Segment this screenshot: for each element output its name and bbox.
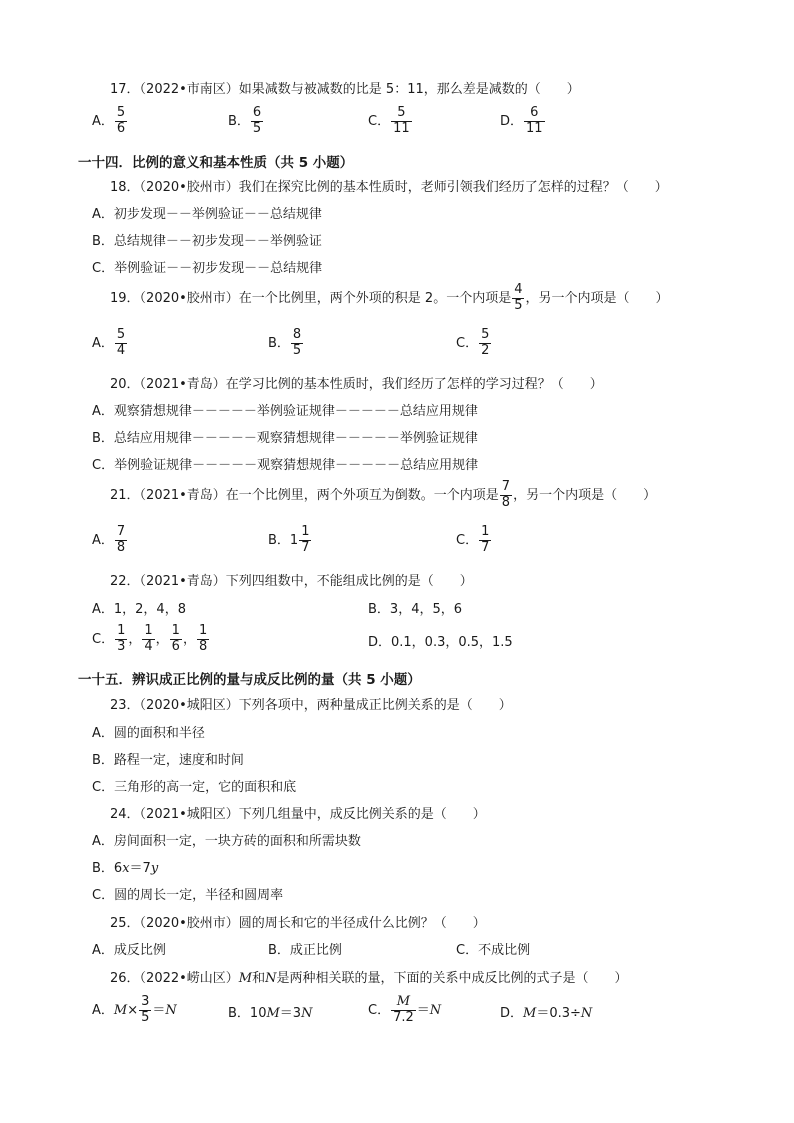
q17-option-a[interactable]: [92, 106, 128, 137]
q26-stem-and: 和: [252, 971, 266, 986]
fraction-numerator: 1: [198, 623, 208, 638]
q26-option-a-fraction: [139, 995, 151, 1026]
q21-option-b-whole: 1: [289, 532, 299, 548]
fraction-numerator: 1: [301, 524, 310, 539]
q17-option-a-label: A．: [92, 113, 114, 129]
q21-option-a-label: A．: [92, 532, 114, 548]
q22-option-b[interactable]: B．3，4，5，6: [368, 602, 463, 617]
q26-option-a[interactable]: [92, 995, 177, 1026]
fraction-denominator: 8: [501, 494, 511, 510]
question-20-stem: 20．（2021•青岛）在学习比例的基本性质时，我们经历了怎样的学习过程？（ ）: [110, 377, 603, 392]
q21-option-b-label: B．: [268, 532, 290, 548]
q17-option-d-label: D．: [500, 113, 524, 129]
q19-option-c-label: C．: [456, 335, 479, 351]
fraction-numerator: 3: [141, 994, 150, 1009]
question-22-stem: 22．（2021•青岛）下列四组数中，不能组成比例的是（ ）: [110, 574, 473, 589]
q22-option-c-label: C．: [92, 631, 115, 647]
fraction-numerator: 1: [117, 623, 126, 638]
fraction-numerator: 6: [252, 105, 262, 120]
q17-option-a-fraction: [115, 106, 127, 137]
q21-stem-text: 21．（2021•青岛）在一个比例里，两个外项互为倒数。一个内项是: [110, 487, 499, 503]
q21-option-a[interactable]: [92, 525, 128, 556]
fraction-numerator: 5: [481, 327, 490, 342]
q17-option-c[interactable]: [368, 106, 413, 137]
fraction-numerator: 4: [514, 282, 523, 297]
q18-option-c[interactable]: C．举例验证－－初步发现－－总结规律: [92, 261, 323, 276]
fraction-denominator: 7.2: [393, 1009, 414, 1025]
comma-separator: ，: [128, 631, 142, 647]
q25-option-a[interactable]: A．成反比例: [92, 943, 166, 958]
q17-option-c-fraction: [391, 106, 412, 137]
q21-stem-fraction: [500, 480, 512, 511]
equals-seven: ＝7: [129, 861, 151, 876]
q19-stem-fraction: [512, 283, 524, 314]
fraction-denominator: 8: [116, 539, 126, 555]
q26-option-b[interactable]: [228, 1002, 312, 1021]
q24-option-b-label: B．6: [92, 861, 123, 876]
q24-option-a[interactable]: A．房间面积一定，一块方砖的面积和所需块数: [92, 834, 361, 849]
q26-stem-rest: 是两种相关联的量，下面的关系中成反比例的式子是（ ）: [276, 971, 628, 986]
fraction-denominator: 5: [141, 1009, 150, 1025]
fraction-numerator: 7: [501, 479, 511, 494]
q23-option-b[interactable]: B．路程一定，速度和时间: [92, 753, 244, 768]
q19-option-c-fraction: [479, 328, 491, 359]
q21-stem-text-end: ，另一个内项是（ ）: [513, 487, 657, 503]
q17-option-c-label: C．: [368, 113, 391, 129]
q20-option-b[interactable]: B．总结应用规律－－－－－观察猜想规律－－－－－举例验证规律: [92, 431, 478, 446]
fraction-denominator: 7: [301, 539, 310, 555]
q19-option-b-fraction: [291, 328, 303, 359]
variable-y: y: [150, 861, 159, 876]
q19-option-b-label: B．: [268, 335, 290, 351]
question-23-stem: 23．（2020•城阳区）下列各项中，两种量成正比例关系的是（ ）: [110, 698, 512, 713]
q26-stem-number: 26．（2022•崂山区）: [110, 971, 239, 986]
q23-option-c[interactable]: C．三角形的高一定，它的面积和底: [92, 780, 297, 795]
q17-option-b-fraction: [251, 106, 263, 137]
times-sign: ×: [127, 1002, 139, 1018]
q19-option-b[interactable]: [268, 328, 304, 359]
q23-option-a[interactable]: A．圆的面积和半径: [92, 726, 205, 741]
q25-option-c[interactable]: C．不成比例: [456, 943, 531, 958]
variable-n: N: [301, 1006, 313, 1021]
q19-option-a-fraction: [115, 328, 127, 359]
fraction-denominator: 3: [117, 638, 126, 654]
q24-option-c[interactable]: C．圆的周长一定，半径和圆周率: [92, 888, 284, 903]
fraction-denominator: 7: [481, 539, 490, 555]
fraction-numerator: 6: [524, 106, 545, 122]
fraction-denominator: 6: [116, 120, 126, 136]
q26-option-c-label: C．: [368, 1002, 391, 1018]
q26-option-c-fraction: [391, 995, 416, 1026]
q21-option-c-fraction: [479, 525, 491, 556]
q21-option-c[interactable]: [456, 525, 492, 556]
fraction-denominator: 2: [481, 342, 490, 358]
fraction-denominator: 11: [393, 120, 410, 136]
q18-option-a[interactable]: A．初步发现－－举例验证－－总结规律: [92, 207, 322, 222]
q22-option-c-fraction-2: [142, 624, 154, 655]
q20-option-a[interactable]: A．观察猜想规律－－－－－举例验证规律－－－－－总结应用规律: [92, 404, 478, 419]
q22-option-c-fraction-1: [115, 624, 127, 655]
q22-option-d[interactable]: D．0.1，0.3，0.5，1.5: [368, 635, 513, 650]
fraction-numerator: 5: [116, 327, 126, 342]
q21-option-b-fraction: [299, 525, 311, 556]
equals-sign: ＝: [152, 1002, 166, 1018]
fraction-numerator: 1: [171, 623, 180, 638]
fraction-denominator: 8: [198, 638, 208, 654]
q22-option-c-fraction-4: [197, 624, 209, 655]
fraction-denominator: 4: [116, 342, 126, 358]
fraction-denominator: 11: [526, 120, 543, 136]
variable-n: N: [580, 1006, 593, 1021]
variable-m: M: [113, 1002, 128, 1018]
q19-stem-text: 19．（2020•胶州市）在一个比例里，两个外项的积是 2。一个内项是: [110, 290, 512, 306]
question-19-stem: [110, 283, 669, 314]
q19-option-a-label: A．: [92, 335, 114, 351]
q25-option-b[interactable]: B．成正比例: [268, 943, 342, 958]
q19-option-c[interactable]: [456, 328, 492, 359]
section-14-heading: 一十四．比例的意义和基本性质（共 5 小题）: [78, 155, 354, 171]
q19-stem-text-end: ，另一个内项是（ ）: [525, 290, 669, 306]
q26-option-b-label: B．10: [228, 1006, 267, 1021]
q26-option-a-label: A．: [92, 1002, 114, 1018]
fraction-numerator: 1: [144, 623, 153, 638]
fraction-denominator: 5: [252, 120, 262, 136]
variable-x: x: [122, 861, 130, 876]
fraction-denominator: 5: [292, 342, 302, 358]
q22-option-a[interactable]: A．1，2，4，8: [92, 602, 186, 617]
q17-option-d-fraction: [524, 106, 545, 137]
question-24-stem: 24．（2021•城阳区）下列几组量中，成反比例关系的是（ ）: [110, 807, 486, 822]
question-25-stem: 25．（2020•胶州市）圆的周长和它的半径成什么比例？（ ）: [110, 916, 486, 931]
comma-separator: ，: [155, 631, 169, 647]
variable-n: N: [429, 1002, 442, 1018]
variable-n: N: [265, 971, 277, 986]
q24-option-b[interactable]: [92, 857, 158, 876]
comma-separator: ，: [182, 631, 196, 647]
q18-option-b[interactable]: B．总结规律－－初步发现－－举例验证: [92, 234, 322, 249]
q17-option-d[interactable]: [500, 106, 546, 137]
question-17-stem: 17．（2022•市南区）如果减数与被减数的比是 5：11，那么差是减数的（ ）: [110, 82, 580, 97]
section-15-heading: 一十五．辨识成正比例的量与成反比例的量（共 5 小题）: [78, 672, 421, 688]
fraction-numerator: 5: [116, 105, 126, 120]
q20-option-c[interactable]: C．举例验证规律－－－－－观察猜想规律－－－－－总结应用规律: [92, 458, 479, 473]
variable-m: M: [238, 971, 253, 986]
q26-option-d[interactable]: [500, 1002, 592, 1021]
equals-sign: ＝: [416, 1002, 430, 1018]
q26-option-c[interactable]: [368, 995, 441, 1026]
q21-option-b[interactable]: [268, 525, 312, 556]
q21-option-a-fraction: [115, 525, 127, 556]
equals-division: ＝0.3÷: [536, 1006, 581, 1021]
question-26-stem: [110, 967, 628, 986]
q17-option-b[interactable]: [228, 106, 264, 137]
fraction-denominator: 6: [171, 638, 180, 654]
variable-n: N: [165, 1002, 177, 1018]
equals-three: ＝3: [279, 1006, 302, 1021]
fraction-denominator: 5: [514, 297, 523, 313]
fraction-numerator: 5: [391, 106, 412, 122]
fraction-denominator: 4: [144, 638, 153, 654]
variable-m: M: [523, 1006, 537, 1021]
q17-option-b-label: B．: [228, 113, 250, 129]
question-21-stem: [110, 480, 656, 511]
fraction-numerator: 1: [481, 524, 490, 539]
fraction-numerator: 8: [292, 327, 302, 342]
q22-option-c[interactable]: [92, 624, 210, 655]
variable-m: M: [266, 1006, 280, 1021]
question-18-stem: 18．（2020•胶州市）我们在探究比例的基本性质时，老师引领我们经历了怎样的过程？（ ）: [110, 180, 668, 195]
fraction-numerator: M: [391, 995, 416, 1011]
q21-option-c-label: C．: [456, 532, 479, 548]
q26-option-d-label: D．: [500, 1006, 524, 1021]
q22-option-c-fraction-3: [170, 624, 182, 655]
q19-option-a[interactable]: [92, 328, 128, 359]
fraction-numerator: 7: [116, 524, 126, 539]
